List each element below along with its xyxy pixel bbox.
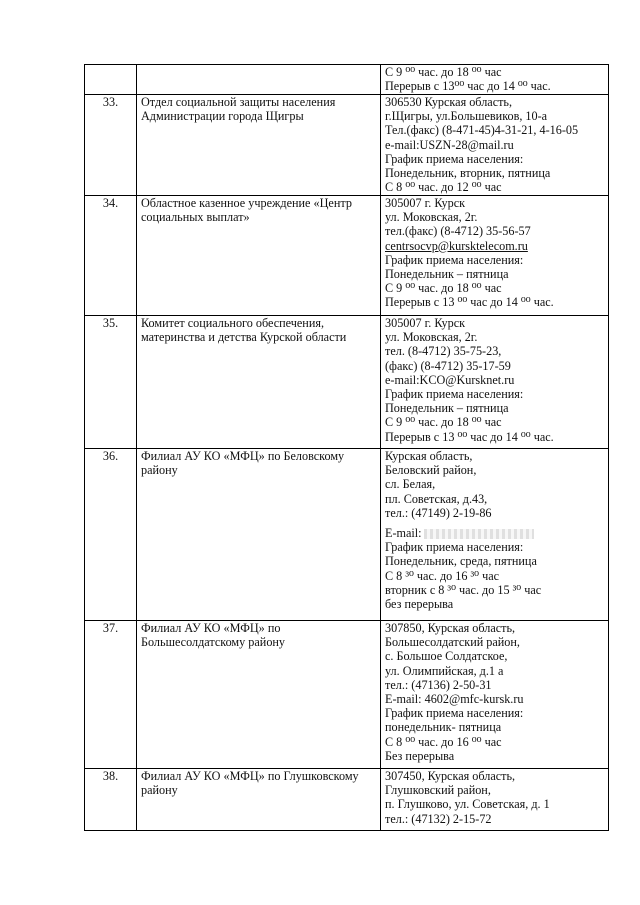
info-line: 306530 Курская область, bbox=[385, 95, 513, 109]
row-number: 37. bbox=[85, 621, 137, 769]
info-line: тел.: (47149) 2-19-86 bbox=[385, 505, 492, 520]
info-line: понедельник- пятница bbox=[385, 720, 502, 735]
row-number: 34. bbox=[85, 196, 137, 316]
table-row bbox=[85, 196, 609, 316]
info-line: График приема населения: bbox=[385, 540, 524, 555]
info-line: С 9 ⁰⁰ час. до 18 ⁰⁰ час bbox=[385, 415, 502, 430]
row-number: 33. bbox=[85, 95, 137, 196]
table-row bbox=[85, 621, 609, 769]
org-name: Филиал АУ КО «МФЦ» по Беловскому району bbox=[137, 449, 381, 621]
info-line: Понедельник, среда, пятница bbox=[385, 554, 537, 569]
info-line: График приема населения: bbox=[385, 706, 524, 721]
info-line: с. Большое Солдатское, bbox=[385, 649, 508, 664]
info-line: без перерыва bbox=[385, 597, 454, 612]
table-row bbox=[85, 449, 609, 621]
info-line: Понедельник – пятница bbox=[385, 401, 509, 416]
row-number: 35. bbox=[85, 316, 137, 449]
email-line: E-mail: 4602@mfc-kursk.ru bbox=[385, 692, 524, 707]
contact-info bbox=[381, 95, 609, 196]
contact-info bbox=[381, 316, 609, 449]
info-line: С 8 ⁰⁰ час. до 12 ⁰⁰ час bbox=[385, 180, 502, 195]
contact-info bbox=[381, 65, 609, 95]
info-line: Перерыв с 13 ⁰⁰ час до 14 ⁰⁰ час. bbox=[385, 429, 554, 444]
info-line: Глушковский район, bbox=[385, 783, 491, 798]
info-line: ул. Моковская, 2г. bbox=[385, 330, 478, 345]
org-name: Областное казенное учреждение «Центр социальных выплат» bbox=[137, 196, 381, 316]
info-line: сл. Белая, bbox=[385, 477, 436, 492]
info-line: (факс) (8-4712) 35-17-59 bbox=[385, 358, 511, 373]
contact-info bbox=[381, 196, 609, 316]
contact-info bbox=[381, 449, 609, 621]
info-line: п. Глушково, ул. Советская, д. 1 bbox=[385, 797, 550, 812]
email-line: e-mail:KCO@Kursknet.ru bbox=[385, 372, 515, 387]
info-line: ул. Олимпийская, д.1 а bbox=[385, 663, 504, 678]
org-name: Отдел социальной защиты населения Администрации города Щигры bbox=[137, 95, 381, 196]
info-line: Большесолдатский район, bbox=[385, 635, 520, 650]
org-name: Комитет социального обеспечения, материнства и детства Курской области bbox=[137, 316, 381, 449]
info-line: г.Щигры, ул.Большевиков, 10-а bbox=[385, 109, 548, 124]
info-line: ул. Моковская, 2г. bbox=[385, 210, 478, 225]
row-number: 36. bbox=[85, 449, 137, 621]
contacts-table bbox=[84, 64, 609, 831]
contact-info bbox=[381, 769, 609, 831]
info-line: График приема населения: bbox=[385, 252, 524, 267]
info-line: вторник с 8 ³⁰ час. до 15 ³⁰ час bbox=[385, 582, 542, 597]
org-name: Филиал АУ КО «МФЦ» по Большесолдатскому району bbox=[137, 621, 381, 769]
info-line: С 8 ³⁰ час. до 16 ³⁰ час bbox=[385, 568, 500, 583]
email-label: E-mail: bbox=[385, 526, 422, 541]
info-line: пл. Советская, д.43, bbox=[385, 491, 488, 506]
table-row bbox=[85, 769, 609, 831]
info-line: С 9 ⁰⁰ час. до 18 ⁰⁰ час bbox=[385, 281, 502, 296]
table-row bbox=[85, 316, 609, 449]
info-line: Без перерыва bbox=[385, 748, 455, 763]
org-name bbox=[137, 65, 381, 95]
redacted-email bbox=[424, 529, 534, 539]
info-line: 307850, Курская область, bbox=[385, 621, 516, 635]
info-line: Беловский район, bbox=[385, 463, 477, 478]
info-line: Понедельник, вторник, пятница bbox=[385, 166, 551, 181]
info-line: тел. (8-4712) 35-75-23, bbox=[385, 344, 502, 359]
info-line: Курская область, bbox=[385, 449, 473, 463]
info-line: 305007 г. Курск bbox=[385, 316, 466, 330]
info-line: Перерыв с 13 ⁰⁰ час до 14 ⁰⁰ час. bbox=[385, 295, 554, 310]
info-line: График приема населения: bbox=[385, 151, 524, 166]
table-row bbox=[85, 65, 609, 95]
info-line: График приема населения: bbox=[385, 387, 524, 402]
info-line: С 9 ⁰⁰ час. до 18 ⁰⁰ час bbox=[385, 65, 502, 79]
row-number bbox=[85, 65, 137, 95]
contact-info bbox=[381, 621, 609, 769]
info-line: тел.: (47136) 2-50-31 bbox=[385, 677, 492, 692]
info-line: Тел.(факс) (8-471-45)4-31-21, 4-16-05 bbox=[385, 123, 579, 138]
info-line: тел.: (47132) 2-15-72 bbox=[385, 811, 492, 826]
row-number: 38. bbox=[85, 769, 137, 831]
email-line: e-mail:USZN-28@mail.ru bbox=[385, 137, 514, 152]
info-line: Понедельник – пятница bbox=[385, 267, 509, 282]
org-name: Филиал АУ КО «МФЦ» по Глушковскому району bbox=[137, 769, 381, 831]
info-line: С 8 ⁰⁰ час. до 16 ⁰⁰ час bbox=[385, 734, 502, 749]
info-line: Перерыв с 13⁰⁰ час до 14 ⁰⁰ час. bbox=[385, 79, 551, 94]
info-line: 307450, Курская область, bbox=[385, 769, 516, 783]
email-link[interactable]: centrsocvp@kursktelecom.ru bbox=[385, 238, 528, 253]
table-row bbox=[85, 95, 609, 196]
email-line bbox=[385, 526, 604, 540]
info-line: 305007 г. Курск bbox=[385, 196, 466, 210]
info-line: тел.(факс) (8-4712) 35-56-57 bbox=[385, 224, 531, 239]
